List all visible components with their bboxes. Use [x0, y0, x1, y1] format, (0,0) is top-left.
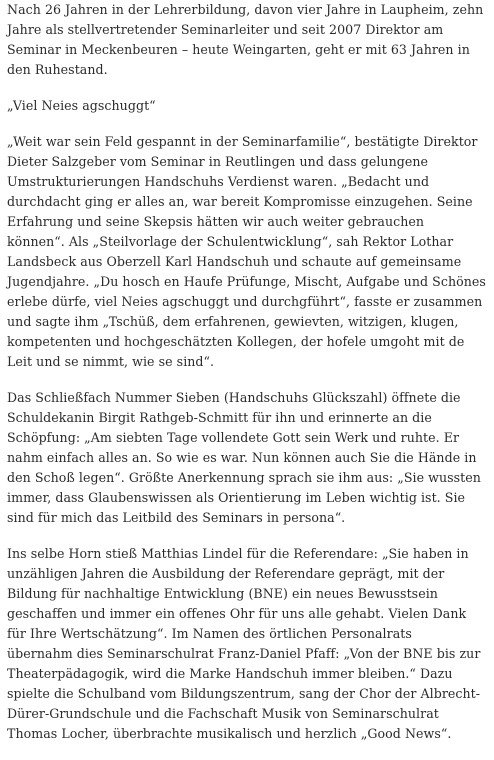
- text-line: Thomas Locher, überbrachte musikalisch und herzlich „Good News“.: [7, 726, 452, 741]
- text-line: Jahre als stellvertretender Seminarleiter und seit 2007 Direktor am: [7, 22, 444, 37]
- text-line: den Ruhestand.: [7, 62, 108, 77]
- text-line: Schuldekanin Birgit Rathgeb-Schmitt für ihn und erinnerte an die: [7, 410, 432, 425]
- text-line: immer, dass Glaubenswissen als Orientierung im Leben wichtig ist. Sie: [7, 490, 466, 505]
- text-line: Jugendjahre. „Du hosch en Haufe Prüfunge, Mischt, Aufgabe und Schönes: [7, 274, 486, 289]
- section-subheading: „Viel Neies agschuggt“: [7, 98, 156, 113]
- paragraph-locker-seven: [7, 388, 491, 528]
- text-line: Dürer-Grundschule und die Fachschaft Musik von Seminarschulrat: [7, 706, 439, 721]
- text-line: für Ihre Wertschätzung“. Im Namen des örtlichen Personalrats: [7, 626, 412, 641]
- text-line: Dieter Salzgeber vom Seminar in Reutlingen und dass gelungene: [7, 154, 429, 169]
- article-body: [7, 0, 491, 760]
- text-line: erlebe dürfe, viel Neies agschuggt und durchgführt“, fasste er zusammen: [7, 294, 483, 309]
- text-line: „Weit war sein Feld gespannt in der Seminarfamilie“, bestätigte Direktor: [7, 134, 478, 149]
- text-line: Ins selbe Horn stieß Matthias Lindel für die Referendare: „Sie haben in: [7, 546, 469, 561]
- text-line: Erfahrung und seine Skepsis hätten wir auch weiter gebrauchen: [7, 214, 425, 229]
- text-line: geschaffen und immer ein offenes Ohr für uns alle gehabt. Vielen Dank: [7, 606, 467, 621]
- text-line: Theaterpädagogik, wird die Marke Handschuh immer bleiben.“ Dazu: [7, 666, 453, 681]
- text-line: unzähligen Jahren die Ausbildung der Referendare geprägt, mit der: [7, 566, 445, 581]
- text-line: Landsbeck aus Oberzell Karl Handschuh und schaute auf gemeinsame: [7, 254, 462, 269]
- text-line: spielte die Schulband vom Bildungszentrum, sang der Chor der Albrecht-: [7, 686, 481, 701]
- text-line: Nach 26 Jahren in der Lehrerbildung, davon vier Jahre in Laupheim, zehn: [7, 2, 484, 17]
- text-line: übernahm dies Seminarschulrat Franz-Daniel Pfaff: „Von der BNE bis zur: [7, 646, 481, 661]
- text-line: den Schoß legen“. Größte Anerkennung sprach sie ihm aus: „Sie wussten: [7, 470, 481, 485]
- text-line: und sagte ihm „Tschüß, dem erfahrenen, gewievten, witzigen, klugen,: [7, 314, 459, 329]
- text-line: Das Schließfach Nummer Sieben (Handschuhs Glückszahl) öffnete die: [7, 390, 461, 405]
- text-line: Bildung für nachhaltige Entwicklung (BNE) ein neues Bewusstsein: [7, 586, 438, 601]
- text-line: Seminar in Meckenbeuren – heute Weingarten, geht er mit 63 Jahren in: [7, 42, 470, 57]
- text-line: durchdacht ging er alles an, war bereit Kompromisse einzugehen. Seine: [7, 194, 473, 209]
- text-line: nahm einfach alles an. So wie es war. Nun können auch Sie die Hände in: [7, 450, 477, 465]
- text-line: Leit und se nimmt, wie se sind“.: [7, 354, 215, 369]
- paragraph-referendare: [7, 544, 491, 744]
- text-line: können“. Als „Steilvorlage der Schulentwicklung“, sah Rektor Lothar: [7, 234, 454, 249]
- paragraph-farewell-speeches: [7, 132, 491, 372]
- text-line: kompetenten und hochgeschätzten Kollegen, der hofele umgoht mit de: [7, 334, 465, 349]
- intro-paragraph: [7, 0, 491, 80]
- text-line: Schöpfung: „Am siebten Tage vollendete Gott sein Werk und ruhte. Er: [7, 430, 460, 445]
- text-line: Umstrukturierungen Handschuhs Verdienst waren. „Bedacht und: [7, 174, 430, 189]
- text-line: sind für mich das Leitbild des Seminars in persona“.: [7, 510, 346, 525]
